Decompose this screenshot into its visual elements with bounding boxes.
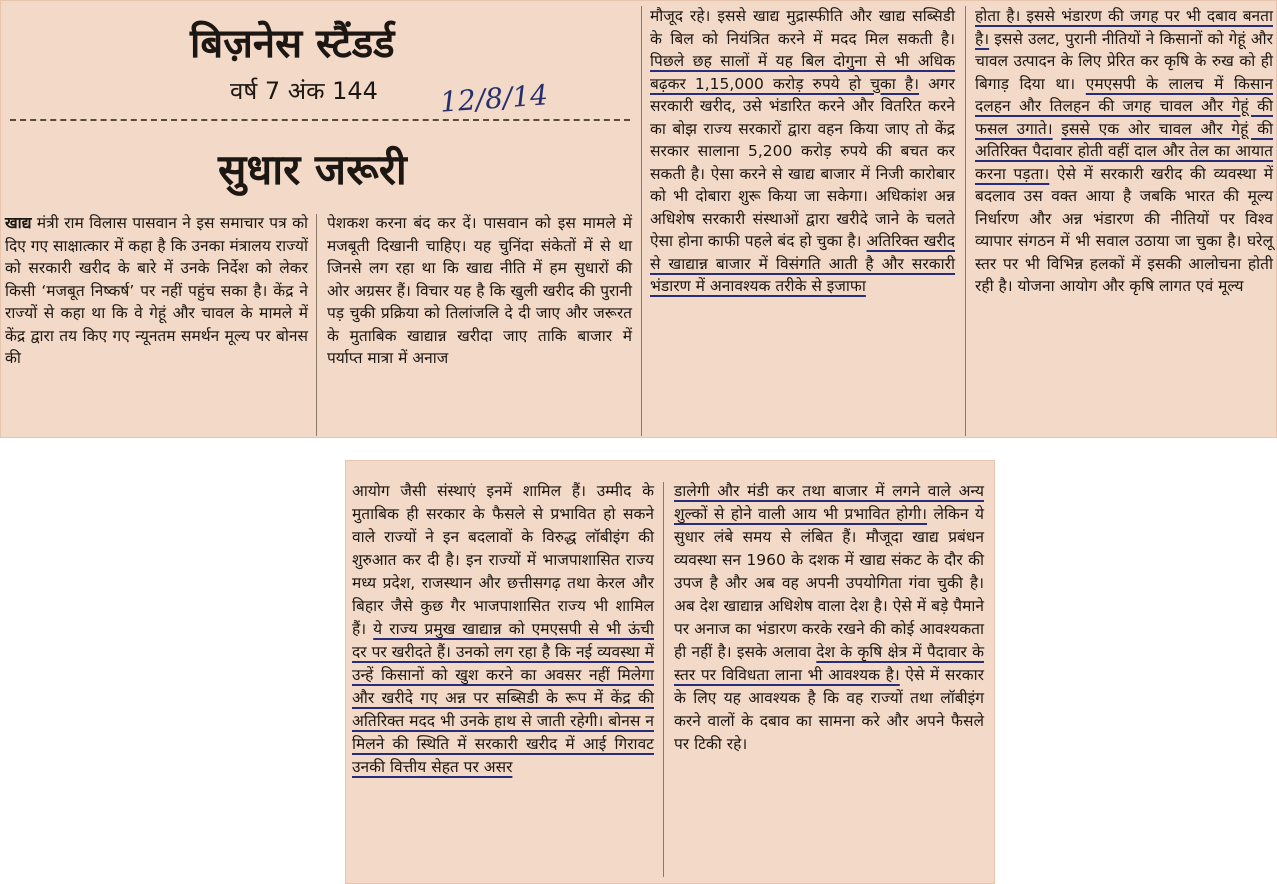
underlined-passage: अतिरिक्त खरीद से खाद्यान्न बाजार में विसंगति आती है और सरकारी भंडारण में अनावश्यक तरीके से इजाफा [650, 232, 955, 295]
article-column-4 [975, 5, 1273, 298]
text-run: आयोग जैसी संस्थाएं इनमें शामिल हैं। उम्मीद के मुताबिक ही सरकार के फैसले से प्रभावित हो सकने वाले राज्यों ने इन बदलावों के विरुद्ध लॉबीइंग की शुरुआत कर दी है। इन राज्यों में भाजपाशासित राज्य मध्य प्रदेश, राजस्थान और छत्तीसगढ़ तथा केरल और बिहार जैसे कुछ गैर भाजपाशासित राज्य भी शामिल हैं। [352, 482, 654, 638]
lead-word: खाद्य [5, 214, 32, 232]
text-run: ऐसे में सरकारी खरीद की व्यवस्था में बदलाव उस वक्त आया है जबकि भारत की मूल्य निर्धारण और अन्न भंडारण की नीतियों पर विश्व व्यापार संगठन में भी सवाल उठाया जा चुका है। घरेलू स्तर पर भी विभिन्न हलकों में इसकी आलोचना होती रही है। योजना आयोग और कृषि लागत एवं मूल्य [975, 164, 1273, 295]
underlined-passage: डालेगी और मंडी कर तथा बाजार में लगने वाले अन्य शुल्कों से होने वाली आय भी प्रभावित होगी। [674, 482, 984, 523]
text-run: पेशकश करना बंद कर दें। पासवान को इस मामले में मजबूती दिखानी चाहिए। यह चुनिंदा संकेतों में से था जिनसे लग रहा था कि खाद्य नीति में हम सुधारों की ओर अग्रसर हैं। विचार यह है कि खुली खरीद की पुरानी पड़ चुकी प्रक्रिया को तिलांजलि दे दी जाए और जरूरत के मुताबिक खाद्यान्न खरीदा जाए ताकि बाजार में पर्याप्त मात्रा में अनाज [327, 214, 632, 367]
text-run: मौजूद रहे। इससे खाद्य मुद्रास्फीति और खाद्य सब्सिडी के बिल को नियंत्रित करने में मदद मिल सकती है। [650, 7, 955, 48]
text-run: इससे उलट, पुरानी नीतियों ने किसानों को गेहूं और चावल उत्पादन के लिए प्रेरित कर कृषि के रुख को ही बिगाड़ दिया था। [975, 29, 1273, 93]
column-divider [316, 214, 317, 436]
underlined-passage: होता है। इससे भंडारण की जगह पर भी दबाव बनता है। [975, 7, 1273, 48]
divider-rule [10, 119, 630, 121]
column-divider [965, 6, 966, 436]
article-headline: सुधार जरूरी [218, 145, 407, 194]
text-run: मंत्री राम विलास पासवान ने इस समाचार पत्र को दिए गए साक्षात्कार में कहा है कि उनका मंत्रालय राज्यों को सरकारी खरीद के बारे में उनके निर्देश को लेकर किसी ‘मजबूत निष्कर्ष’ पर नहीं पहुंच सका है। केंद्र ने राज्यों से कहा था कि वे गेहूं और चावल के मामले में केंद्र द्वारा तय किए गए न्यूनतम समर्थन मूल्य पर बोनस की [5, 214, 308, 367]
issue-number: वर्ष 7 अंक 144 [230, 77, 378, 105]
newspaper-name: बिज़नेस स्टैंडर्ड [190, 21, 395, 67]
text-run: अगर सरकारी खरीद, उसे भंडारित करने और वितरित करने का बोझ राज्य सरकारों द्वारा वहन किया जाए तो केंद्र सरकार सालाना 5,200 करोड़ रुपये की बचत कर सकती है। ऐसा करने से खाद्य बाजार में निजी कारोबार को भी दोबारा शुरू किया जा सकेगा। अधिकांश अन्न अधिशेष सरकारी संस्थाओं द्वारा खरीदे जाने के चलते ऐसा होना काफी पहले बंद हो चुका है। [650, 74, 955, 250]
handwritten-date: 12/8/14 [438, 78, 549, 119]
underlined-passage: पिछले छह सालों में यह बिल दोगुना से भी अधिक बढ़कर 1,15,000 करोड़ रुपये हो चुका है। [650, 52, 955, 93]
column-divider [663, 482, 664, 877]
article-column-6 [674, 480, 984, 756]
column-divider [641, 6, 642, 436]
underlined-passage: ये राज्य प्रमुख खाद्यान्न को एमएसपी से भी ऊंची दर पर खरीदते हैं। उनको लग रहा है कि नई व्यवस्था में उन्हें किसानों को खुश करने का अवसर नहीं मिलेगा और खरीदे गए अन्न पर सब्सिडी के रूप में केंद्र की अतिरिक्त मदद भी उनके हाथ से जाती रहेगी। बोनस न मिलने की स्थिति में सरकारी खरीद में आई गिरावट उनकी वित्तीय सेहत पर असर [352, 620, 654, 776]
text-run: ऐसे में सरकार के लिए यह आवश्यक है कि वह राज्यों तथा लॉबीइंग करने वालों के दबाव का सामना करे और अपने फैसले पर टिकी रहे। [674, 666, 984, 753]
article-column-3 [650, 5, 955, 298]
masthead [190, 21, 395, 105]
article-column-2 [327, 212, 632, 370]
underlined-passage: इससे एक ओर चावल और गेहूं की अतिरिक्त पैदावार होती वहीं दाल और तेल का आयात करना पड़ता। [975, 119, 1273, 183]
text-run: लेकिन ये सुधार लंबे समय से लंबित हैं। मौजूदा खाद्य प्रबंधन व्यवस्था सन 1960 के दशक में खाद्य संकट के दौर की उपज है और अब वह अपनी उपयोगिता गंवा चुकी है। अब देश खाद्यान्न अधिशेष वाला देश है। ऐसे में बड़े पैमाने पर अनाज का भंडारण करके रखने की कोई आवश्यकता ही नहीं है। इसके अलावा [674, 505, 984, 661]
underlined-passage: देश के कृषि क्षेत्र में पैदावार के स्तर पर विविधता लाना भी आवश्यक है। [674, 643, 984, 684]
underlined-passage: एमएसपी के लालच में किसान दलहन और तिलहन की जगह चावल और गेहूं की फसल उगाते। [975, 74, 1273, 138]
article-column-5 [352, 480, 654, 779]
article-column-1 [5, 212, 308, 370]
